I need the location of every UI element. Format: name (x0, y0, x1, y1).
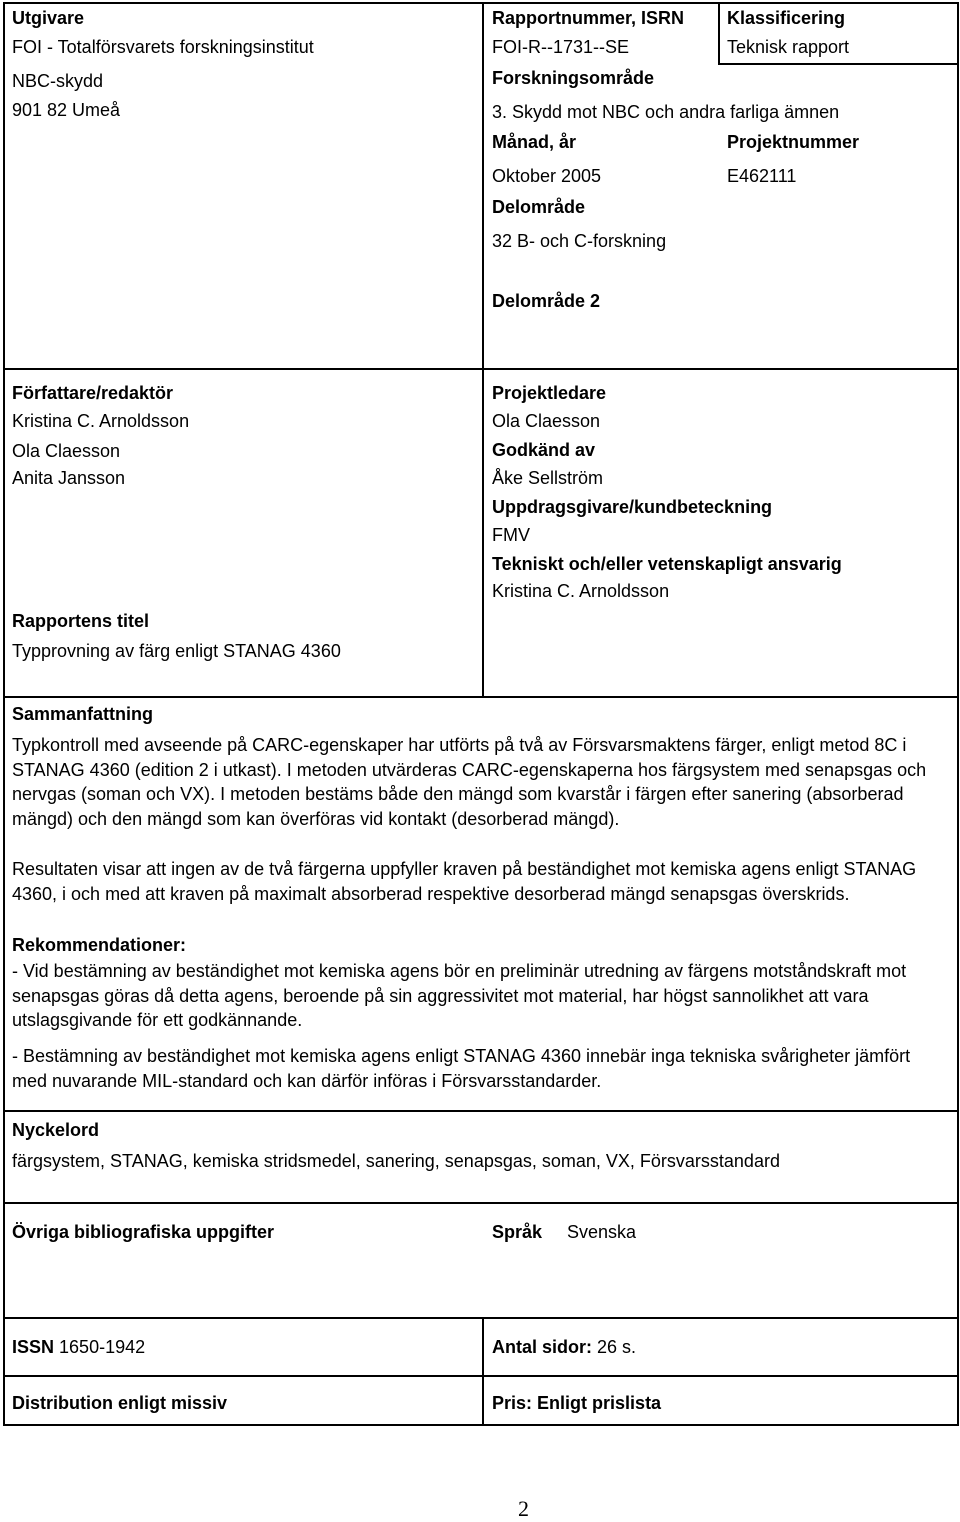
divider-title-bottom (3, 696, 959, 698)
page-number: 2 (518, 1496, 529, 1521)
author-name: Ola Claesson (12, 441, 121, 461)
keywords-label: Nyckelord (12, 1120, 100, 1140)
project-number-label: Projektnummer (727, 132, 860, 152)
divider-summary-bottom (3, 1110, 959, 1112)
divider-header-bottom (3, 368, 959, 370)
research-area-label: Forskningsområde (492, 68, 655, 88)
report-number-value: FOI-R--1731--SE (492, 37, 630, 57)
summary-paragraph-2: Resultaten visar att ingen av de två färgerna uppfyller kraven på beständighet mot kemiska agens enligt STANAG 4360, i och med att kraven på maximalt absorberad respektive desorberad mängd senapsgas överskrids. (12, 859, 917, 904)
divider-classification-bottom (718, 63, 958, 65)
client-label: Uppdragsgivare/kundbeteckning (492, 497, 773, 517)
publisher-address: 901 82 Umeå (12, 100, 121, 120)
issn-label: ISSN (12, 1337, 55, 1357)
subarea2-label: Delområde 2 (492, 291, 601, 311)
responsible-label: Tekniskt och/eller vetenskapligt ansvarig (492, 554, 842, 574)
divider-classification (718, 2, 720, 65)
summary-paragraph-1: Typkontroll med avseende på CARC-egenskaper har utförts på två av Försvarsmaktens färger, enligt metod 8C i STANAG 4360 (edition 2 i utkast). I metoden utvärderas CARC-egenskaperna hos färgsystem med senapsgas och nervgas (soman och VX). I metoden bestäms både den mängd som kvarstår i färgen efter sanering (absorberad mängd) och den mängd som kan överföras vid kontakt (desorberad mängd). (12, 735, 927, 829)
divider-keywords-bottom (3, 1202, 959, 1204)
recommendation-1: - Vid bestämning av beständighet mot kemiska agens bör en preliminär utredning av färgens motståndskraft mot senapsgas göras då detta agens, beroende på sin aggressivitet mot material, har högst sannolikhet att vara utslagsgivande för ett godkännande. (12, 961, 907, 1030)
classification-value: Teknisk rapport (727, 37, 850, 57)
distribution-label: Distribution enligt missiv (12, 1393, 228, 1413)
price-row (492, 1392, 661, 1414)
divider-issn-bottom (3, 1375, 959, 1377)
report-title-value: Typprovning av färg enligt STANAG 4360 (12, 641, 341, 661)
authors-label: Författare/redaktör (12, 383, 174, 403)
summary-label: Sammanfattning (12, 704, 154, 724)
project-number-value: E462111 (727, 166, 797, 186)
subarea-value: 32 B- och C-forskning (492, 231, 667, 251)
pages-row (492, 1336, 636, 1358)
approved-by-label: Godkänd av (492, 440, 596, 460)
publisher-division: NBC-skydd (12, 71, 104, 91)
month-year-label: Månad, år (492, 132, 577, 152)
month-year-value: Oktober 2005 (492, 166, 602, 186)
border-top (3, 2, 959, 4)
subarea-label: Delområde (492, 197, 586, 217)
price-value: Enligt prislista (537, 1393, 662, 1413)
research-area-value: 3. Skydd mot NBC och andra farliga ämnen (492, 102, 840, 122)
issn-value: 1650-1942 (59, 1337, 146, 1357)
border-left (3, 2, 5, 1426)
client-value: FMV (492, 525, 530, 545)
divider-col1-bottom (482, 1317, 484, 1424)
recommendations-label: Rekommendationer: (12, 935, 187, 955)
pages-value: 26 s. (597, 1337, 637, 1357)
project-leader-label: Projektledare (492, 383, 607, 403)
language-value: Svenska (567, 1222, 637, 1242)
other-biblio-label: Övriga bibliografiska uppgifter (12, 1222, 275, 1242)
author-name: Kristina C. Arnoldsson (12, 411, 190, 431)
project-leader-value: Ola Claesson (492, 411, 601, 431)
author-name: Anita Jansson (12, 468, 126, 488)
responsible-value: Kristina C. Arnoldsson (492, 581, 670, 601)
approved-by-value: Åke Sellström (492, 468, 604, 488)
divider-col1-top (482, 2, 484, 696)
report-title-label: Rapportens titel (12, 611, 150, 631)
publisher-name: FOI - Totalförsvarets forskningsinstitut (12, 37, 314, 57)
recommendation-2: - Bestämning av beständighet mot kemiska agens enligt STANAG 4360 innebär inga tekniska svårigheter jämfört med nuvarande MIL-standard och kan därför införas i Försvarsstandarder. (12, 1046, 911, 1091)
keywords-value: färgsystem, STANAG, kemiska stridsmedel, sanering, senapsgas, soman, VX, Försvarsstandard (12, 1151, 780, 1171)
language-label: Språk (492, 1222, 543, 1242)
border-bottom (3, 1424, 959, 1426)
price-label: Pris: (492, 1393, 533, 1413)
pages-label: Antal sidor: (492, 1337, 593, 1357)
publisher-label: Utgivare (12, 8, 85, 28)
divider-biblio-bottom (3, 1317, 959, 1319)
report-number-label: Rapportnummer, ISRN (492, 8, 685, 28)
classification-label: Klassificering (727, 8, 846, 28)
issn-row (12, 1336, 145, 1358)
border-right (957, 2, 959, 1426)
